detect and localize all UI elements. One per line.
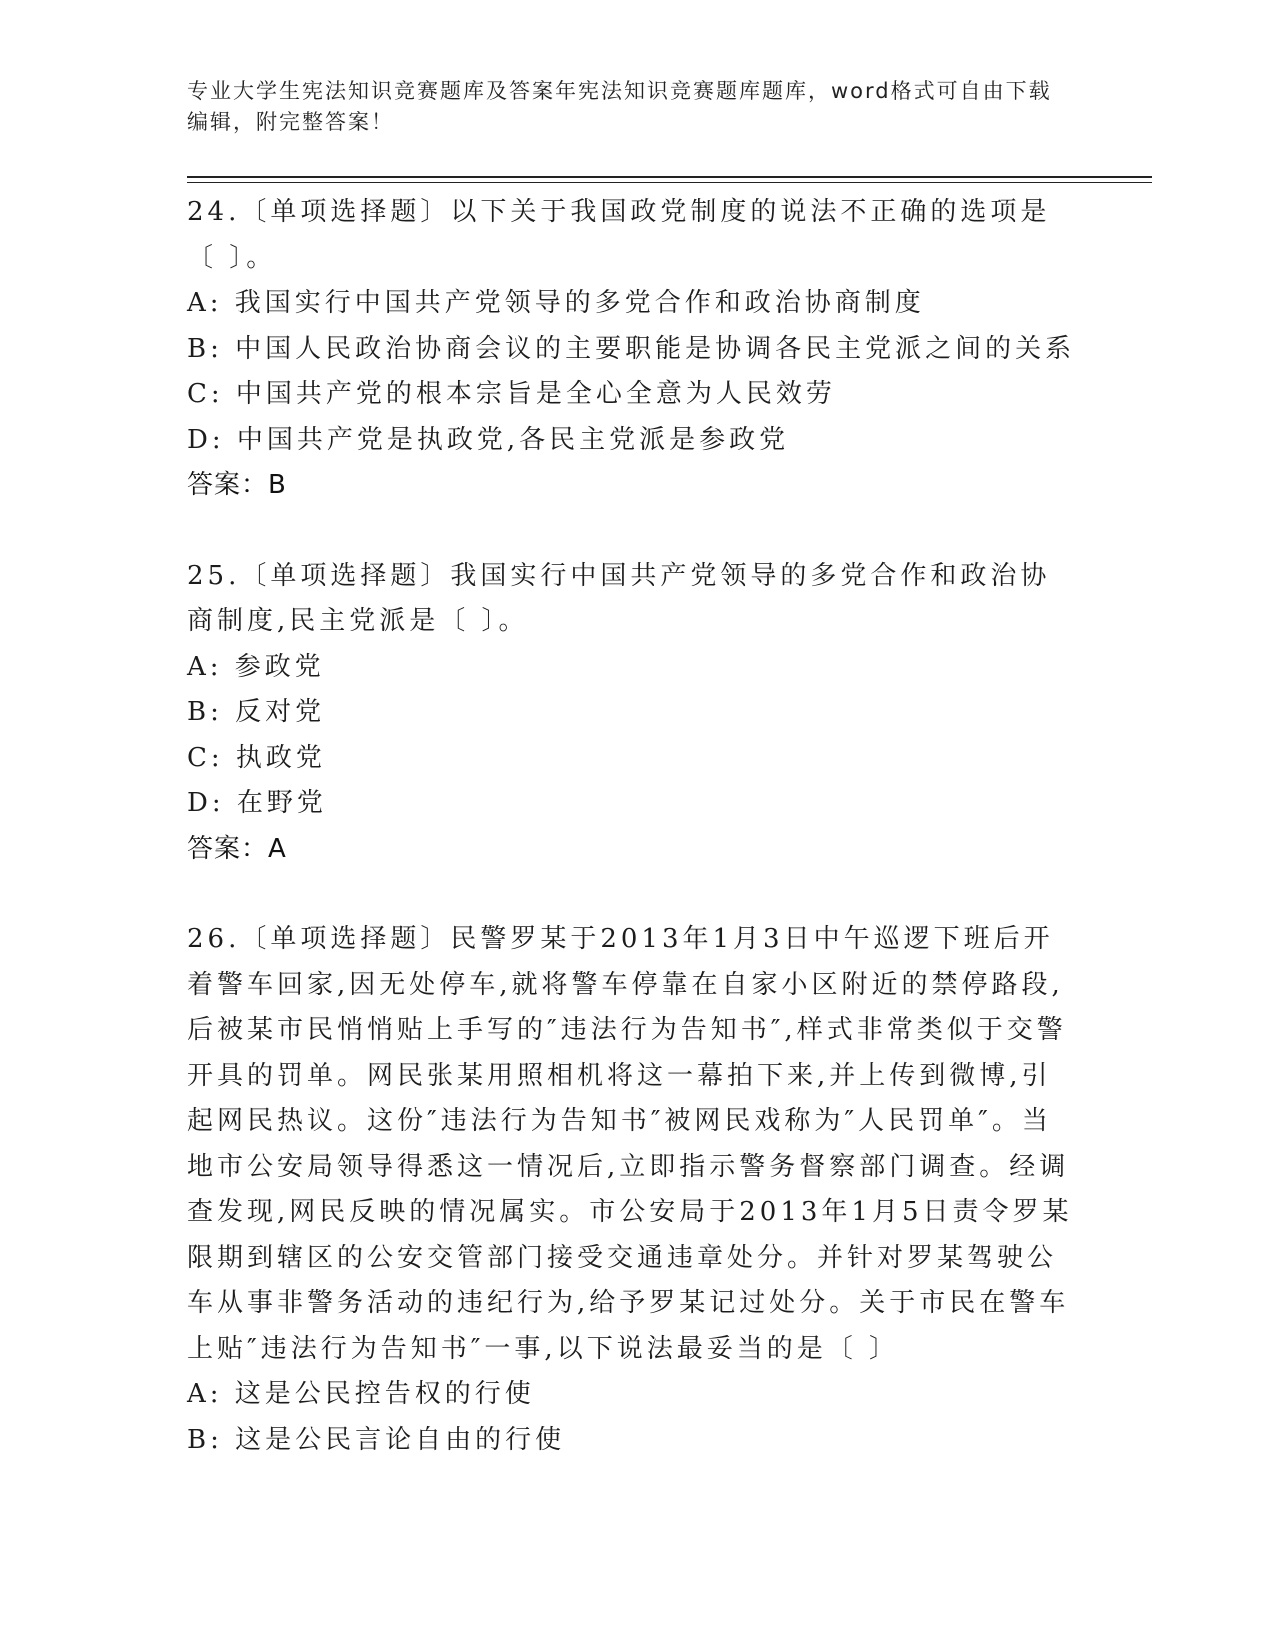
option-c: C: 中国共产党的根本宗旨是全心全意为人民效劳 <box>187 379 836 409</box>
question-25 <box>187 554 1077 873</box>
question-stem: 24.〔单项选择题〕以下关于我国政党制度的说法不正确的选项是〔 〕。 <box>187 197 1051 273</box>
header-divider-thick <box>187 176 1152 178</box>
option-b: B: 中国人民政治协商会议的主要职能是协调各民主党派之间的关系 <box>187 333 1076 364</box>
option-c: C: 执政党 <box>187 742 326 773</box>
spacer <box>187 509 1077 554</box>
answer-line: 答案：A <box>187 833 287 864</box>
question-stem: 26.〔单项选择题〕民警罗某于2013年1月3日中午巡逻下班后开着警车回家,因无处停车,就将警车停靠在自家小区附近的禁停路段,后被某市民悄悄贴上手写的″违法行为告知书″,样式非常类似于交警开具的罚单。网民张某用照相机将这一幕拍下来,并上传到微博,引起网民热议。这份″违法行为告知书″被网民戏称为″人民罚单″。当地市公安局领导得悉这一情况后,立即指示警务督察部门调查。经调查发现,网民反映的情况属实。市公安局于2013年1月5日责令罗某限期到辖区的公安交管部门接受交通违章处分。并针对罗某驾驶公车从事非警务活动的违纪行为,给予罗某记过处分。关于市民在警车上贴″违法行为告知书″一事,以下说法最妥当的是〔 〕 <box>187 924 1073 1364</box>
option-a: A: 这是公民控告权的行使 <box>187 1379 535 1409</box>
question-24 <box>187 190 1077 509</box>
header-note: 专业大学生宪法知识竞赛题库及答案年宪法知识竞赛题库题库，word格式可自由下载编辑，附完整答案！ <box>187 79 1052 134</box>
option-d: D: 在野党 <box>187 788 327 818</box>
spacer <box>187 872 1077 917</box>
option-a: A: 我国实行中国共产党领导的多党合作和政治协商制度 <box>187 288 925 318</box>
question-stem: 25.〔单项选择题〕我国实行中国共产党领导的多党合作和政治协商制度,民主党派是〔 〕。 <box>187 560 1051 636</box>
option-b: B: 反对党 <box>187 697 326 727</box>
header-divider-thin <box>187 182 1152 183</box>
option-d: D: 中国共产党是执政党,各民主党派是参政党 <box>187 424 790 455</box>
question-list <box>187 190 1077 1463</box>
answer-line: 答案：B <box>187 470 287 500</box>
option-a: A: 参政党 <box>187 651 325 682</box>
question-26 <box>187 917 1077 1463</box>
option-b: B: 这是公民言论自由的行使 <box>187 1424 566 1455</box>
